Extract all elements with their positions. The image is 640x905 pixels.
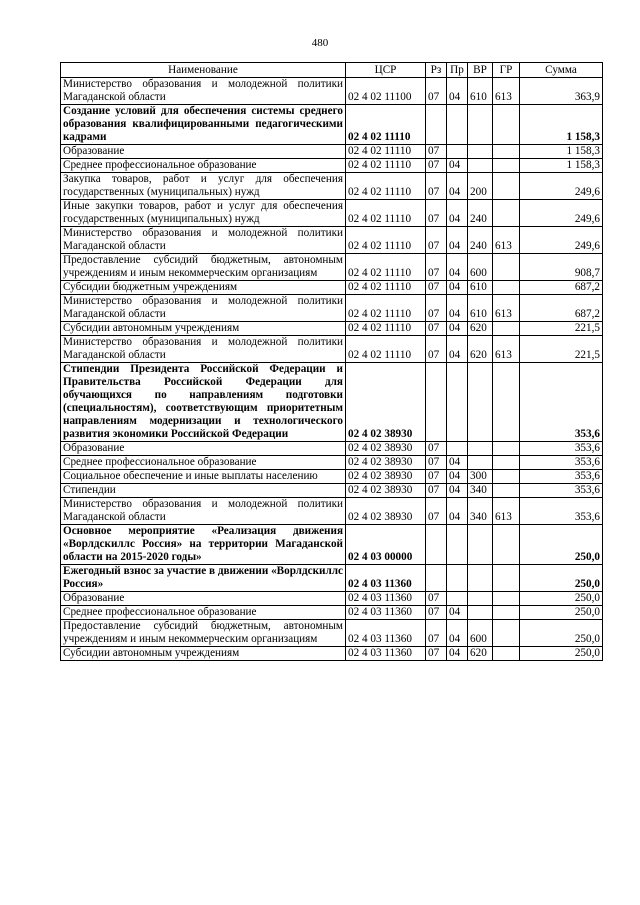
cell-csr: 02 4 02 11110: [346, 281, 426, 295]
cell-vr: [468, 565, 493, 592]
cell-csr: 02 4 02 11110: [346, 200, 426, 227]
cell-sum: 250,0: [520, 565, 603, 592]
cell-pr: 04: [447, 295, 468, 322]
budget-table: [60, 62, 603, 661]
cell-gr: [493, 592, 520, 606]
cell-csr: 02 4 02 38930: [346, 442, 426, 456]
cell-csr: 02 4 03 11360: [346, 592, 426, 606]
cell-vr: 340: [468, 484, 493, 498]
cell-gr: [493, 565, 520, 592]
cell-rz: 07: [426, 647, 447, 661]
cell-pr: 04: [447, 254, 468, 281]
cell-gr: [493, 322, 520, 336]
cell-csr: 02 4 02 38930: [346, 470, 426, 484]
cell-csr: 02 4 02 11110: [346, 227, 426, 254]
table-row: [61, 592, 603, 606]
cell-gr: [493, 363, 520, 442]
cell-csr: 02 4 03 11360: [346, 565, 426, 592]
cell-pr: [447, 592, 468, 606]
cell-pr: 04: [447, 173, 468, 200]
cell-pr: 04: [447, 620, 468, 647]
cell-name: Субсидии автономным учреждениям: [61, 647, 346, 661]
cell-csr: 02 4 03 11360: [346, 647, 426, 661]
cell-rz: 07: [426, 470, 447, 484]
cell-rz: 07: [426, 336, 447, 363]
cell-rz: 07: [426, 456, 447, 470]
cell-rz: 07: [426, 620, 447, 647]
cell-pr: 04: [447, 78, 468, 105]
cell-sum: 221,5: [520, 336, 603, 363]
cell-vr: 600: [468, 254, 493, 281]
cell-name: Стипендии Президента Российской Федерации и Правительства Российской Федерации для обучающихся по направлениям подготовки (специальностям), соответствующим приоритетным направлениям модернизации и технологического развития экономики Российской Федерации: [61, 363, 346, 442]
cell-rz: 07: [426, 281, 447, 295]
cell-gr: 613: [493, 78, 520, 105]
cell-vr: 340: [468, 498, 493, 525]
cell-rz: 07: [426, 484, 447, 498]
cell-rz: [426, 363, 447, 442]
cell-name: Образование: [61, 592, 346, 606]
cell-vr: 300: [468, 470, 493, 484]
cell-csr: 02 4 02 11110: [346, 159, 426, 173]
cell-rz: 07: [426, 173, 447, 200]
cell-name: Образование: [61, 442, 346, 456]
cell-rz: [426, 525, 447, 565]
cell-sum: 249,6: [520, 200, 603, 227]
cell-rz: 07: [426, 254, 447, 281]
cell-csr: 02 4 02 38930: [346, 484, 426, 498]
cell-sum: 250,0: [520, 606, 603, 620]
cell-pr: 04: [447, 647, 468, 661]
cell-pr: [447, 105, 468, 145]
cell-name: Ежегодный взнос за участие в движении «Ворлдскиллс Россия»: [61, 565, 346, 592]
cell-vr: [468, 592, 493, 606]
table-row: [61, 322, 603, 336]
cell-sum: 353,6: [520, 456, 603, 470]
table-row: [61, 565, 603, 592]
cell-gr: [493, 281, 520, 295]
cell-rz: 07: [426, 592, 447, 606]
cell-gr: [493, 484, 520, 498]
cell-sum: 249,6: [520, 227, 603, 254]
table-row: [61, 484, 603, 498]
cell-sum: 353,6: [520, 442, 603, 456]
cell-vr: 240: [468, 200, 493, 227]
cell-gr: [493, 456, 520, 470]
table-row: [61, 295, 603, 322]
table-row: [61, 105, 603, 145]
cell-vr: 200: [468, 173, 493, 200]
cell-gr: 613: [493, 295, 520, 322]
cell-rz: 07: [426, 498, 447, 525]
column-header-vr: ВР: [468, 63, 493, 78]
cell-sum: 1 158,3: [520, 159, 603, 173]
cell-vr: [468, 442, 493, 456]
cell-vr: [468, 456, 493, 470]
cell-sum: 687,2: [520, 281, 603, 295]
page-number: 480: [311, 37, 329, 49]
cell-sum: 353,6: [520, 484, 603, 498]
cell-rz: 07: [426, 295, 447, 322]
cell-csr: 02 4 02 11110: [346, 254, 426, 281]
cell-rz: 07: [426, 145, 447, 159]
cell-pr: [447, 145, 468, 159]
cell-name: Министерство образования и молодежной политики Магаданской области: [61, 78, 346, 105]
cell-rz: 07: [426, 159, 447, 173]
table-row: [61, 442, 603, 456]
cell-name: Среднее профессиональное образование: [61, 456, 346, 470]
cell-pr: [447, 442, 468, 456]
cell-sum: 250,0: [520, 647, 603, 661]
cell-rz: 07: [426, 606, 447, 620]
cell-sum: 250,0: [520, 592, 603, 606]
cell-gr: [493, 159, 520, 173]
cell-name: Субсидии автономным учреждениям: [61, 322, 346, 336]
table-row: [61, 145, 603, 159]
table-row: [61, 200, 603, 227]
table-row: [61, 173, 603, 200]
cell-csr: 02 4 02 38930: [346, 498, 426, 525]
cell-gr: [493, 525, 520, 565]
column-header-csr: ЦСР: [346, 63, 426, 78]
cell-rz: [426, 565, 447, 592]
cell-csr: 02 4 03 11360: [346, 606, 426, 620]
cell-rz: 07: [426, 322, 447, 336]
cell-name: Создание условий для обеспечения системы среднего образования квалифицированными педагогическими кадрами: [61, 105, 346, 145]
cell-name: Среднее профессиональное образование: [61, 606, 346, 620]
cell-csr: 02 4 03 11360: [346, 620, 426, 647]
cell-sum: 250,0: [520, 620, 603, 647]
cell-csr: 02 4 02 11110: [346, 336, 426, 363]
cell-pr: [447, 565, 468, 592]
cell-csr: 02 4 02 11100: [346, 78, 426, 105]
cell-gr: 613: [493, 498, 520, 525]
table-row: [61, 78, 603, 105]
cell-vr: 620: [468, 322, 493, 336]
table-header-row: [61, 63, 603, 78]
cell-name: Предоставление субсидий бюджетным, автономным учреждениям и иным некоммерческим организациям: [61, 254, 346, 281]
cell-pr: 04: [447, 200, 468, 227]
cell-gr: [493, 254, 520, 281]
cell-sum: 1 158,3: [520, 105, 603, 145]
cell-pr: 04: [447, 227, 468, 254]
cell-pr: 04: [447, 281, 468, 295]
cell-rz: 07: [426, 227, 447, 254]
cell-gr: [493, 620, 520, 647]
table-row: [61, 336, 603, 363]
cell-pr: 04: [447, 470, 468, 484]
column-header-name: Наименование: [61, 63, 346, 78]
cell-vr: 610: [468, 295, 493, 322]
cell-csr: 02 4 02 11110: [346, 105, 426, 145]
cell-csr: 02 4 02 38930: [346, 363, 426, 442]
cell-gr: [493, 470, 520, 484]
cell-pr: 04: [447, 336, 468, 363]
cell-name: Среднее профессиональное образование: [61, 159, 346, 173]
table-row: [61, 281, 603, 295]
cell-gr: 613: [493, 336, 520, 363]
cell-sum: 687,2: [520, 295, 603, 322]
column-header-sum: Сумма: [520, 63, 603, 78]
table-row: [61, 525, 603, 565]
cell-vr: 610: [468, 78, 493, 105]
column-header-rz: Рз: [426, 63, 447, 78]
cell-name: Основное мероприятие «Реализация движения «Ворлдскиллс Россия» на территории Магаданской области на 2015-2020 годы»: [61, 525, 346, 565]
cell-rz: 07: [426, 442, 447, 456]
cell-csr: 02 4 02 38930: [346, 456, 426, 470]
cell-name: Иные закупки товаров, работ и услуг для обеспечения государственных (муниципальных) нужд: [61, 200, 346, 227]
cell-rz: [426, 105, 447, 145]
table-row: [61, 159, 603, 173]
cell-pr: [447, 525, 468, 565]
cell-csr: 02 4 02 11110: [346, 145, 426, 159]
cell-name: Социальное обеспечение и иные выплаты населению: [61, 470, 346, 484]
cell-gr: 613: [493, 227, 520, 254]
column-header-pr: Пр: [447, 63, 468, 78]
table-body: [61, 78, 603, 661]
cell-name: Образование: [61, 145, 346, 159]
cell-vr: [468, 363, 493, 442]
table-row: [61, 470, 603, 484]
cell-gr: [493, 173, 520, 200]
cell-sum: 363,9: [520, 78, 603, 105]
cell-sum: 908,7: [520, 254, 603, 281]
cell-pr: [447, 363, 468, 442]
cell-pr: 04: [447, 456, 468, 470]
table-row: [61, 647, 603, 661]
table-row: [61, 606, 603, 620]
cell-sum: 250,0: [520, 525, 603, 565]
table-row: [61, 363, 603, 442]
cell-csr: 02 4 03 00000: [346, 525, 426, 565]
cell-vr: [468, 159, 493, 173]
cell-vr: [468, 145, 493, 159]
cell-name: Стипендии: [61, 484, 346, 498]
cell-gr: [493, 606, 520, 620]
cell-gr: [493, 647, 520, 661]
cell-name: Закупка товаров, работ и услуг для обеспечения государственных (муниципальных) нужд: [61, 173, 346, 200]
cell-pr: 04: [447, 606, 468, 620]
cell-name: Министерство образования и молодежной политики Магаданской области: [61, 295, 346, 322]
cell-name: Предоставление субсидий бюджетным, автономным учреждениям и иным некоммерческим организациям: [61, 620, 346, 647]
cell-vr: 240: [468, 227, 493, 254]
cell-gr: [493, 442, 520, 456]
cell-pr: 04: [447, 159, 468, 173]
cell-sum: 353,6: [520, 363, 603, 442]
cell-vr: 610: [468, 281, 493, 295]
cell-rz: 07: [426, 78, 447, 105]
cell-vr: [468, 606, 493, 620]
cell-vr: [468, 105, 493, 145]
cell-gr: [493, 145, 520, 159]
column-header-gr: ГР: [493, 63, 520, 78]
cell-sum: 221,5: [520, 322, 603, 336]
cell-pr: 04: [447, 322, 468, 336]
cell-csr: 02 4 02 11110: [346, 322, 426, 336]
table-row: [61, 227, 603, 254]
cell-vr: [468, 525, 493, 565]
cell-csr: 02 4 02 11110: [346, 173, 426, 200]
table-row: [61, 498, 603, 525]
table-row: [61, 456, 603, 470]
cell-vr: 620: [468, 336, 493, 363]
cell-sum: 249,6: [520, 173, 603, 200]
table-row: [61, 620, 603, 647]
cell-gr: [493, 105, 520, 145]
cell-sum: 1 158,3: [520, 145, 603, 159]
cell-rz: 07: [426, 200, 447, 227]
cell-name: Министерство образования и молодежной политики Магаданской области: [61, 227, 346, 254]
cell-sum: 353,6: [520, 470, 603, 484]
cell-sum: 353,6: [520, 498, 603, 525]
cell-pr: 04: [447, 484, 468, 498]
cell-vr: 620: [468, 647, 493, 661]
cell-gr: [493, 200, 520, 227]
cell-name: Министерство образования и молодежной политики Магаданской области: [61, 498, 346, 525]
cell-csr: 02 4 02 11110: [346, 295, 426, 322]
cell-pr: 04: [447, 498, 468, 525]
table-row: [61, 254, 603, 281]
cell-name: Министерство образования и молодежной политики Магаданской области: [61, 336, 346, 363]
cell-vr: 600: [468, 620, 493, 647]
cell-name: Субсидии бюджетным учреждениям: [61, 281, 346, 295]
